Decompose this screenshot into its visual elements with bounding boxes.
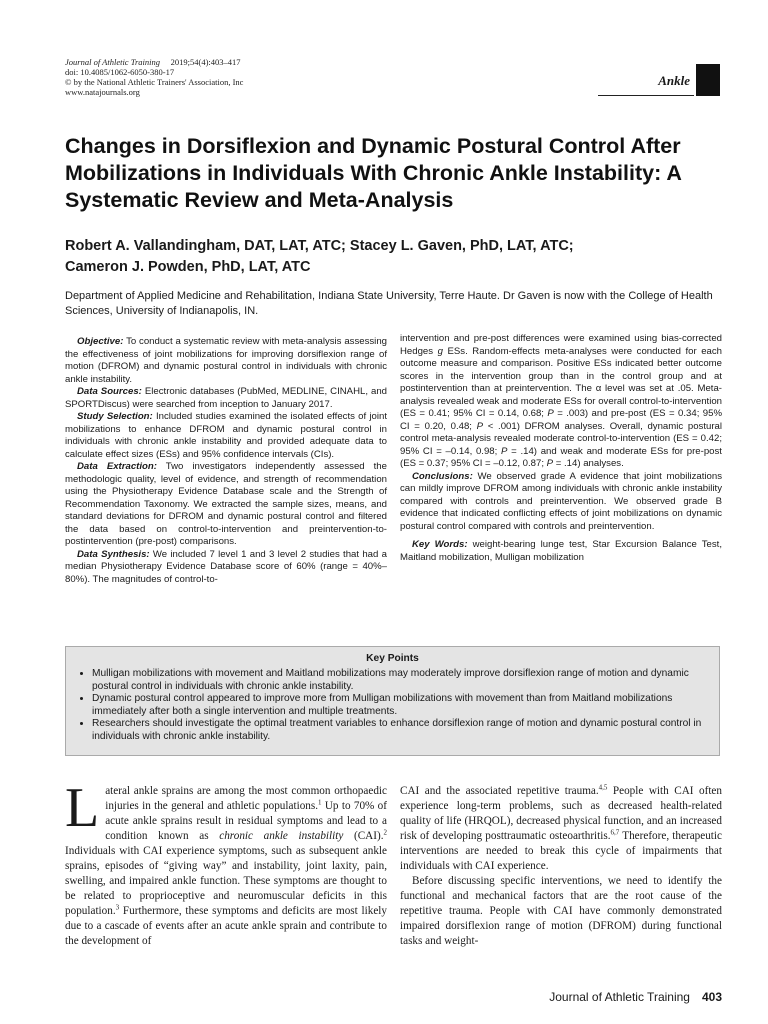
sources-heading: Data Sources: xyxy=(77,386,142,397)
sources-text: Electronic databases (PubMed, MEDLINE, CINAHL, and SPORTDiscus) were searched from inception to January 2017. xyxy=(65,386,387,410)
body-right-column xyxy=(400,784,722,949)
copyright: © by the National Athletic Trainers' Association, Inc xyxy=(65,77,244,87)
citation-ref: 3 xyxy=(115,903,120,912)
body-text: Therefore, therapeutic interventions are needed to break this cycle of impairments that individuals with CAI experience. xyxy=(400,830,722,872)
authors-line-2: Cameron J. Powden, PhD, LAT, ATC xyxy=(65,259,311,275)
abstract-left-column: Objective: To conduct a systematic review with meta-analysis assessing the effectiveness of joint mobilizations for improving dorsiflexion range of motion (DFROM) and dynamic postural control in individuals with chronic ankle instability. Data Sources: Electronic databases (PubMed, MEDLINE, CINAHL, and SPORTDiscus) were searched from inception to January 2017. Study Selection: Included studies examined the isolated effects of joint mobilizations to enhance DFROM and dynamic postural control in individuals with chronic ankle instability and provided adequate data to calculate effect sizes (ESs) and 95% confidence intervals (CIs). Data Extraction: Two investigators independently assessed the methodologic quality, level of evidence, and strength of recommendation using the Physiotherapy Evidence Database scale and the Strength of Recommendation Taxonomy. We extracted the sample sizes, means, and standard deviations for DFROM and dynamic postural control and filtered the data based on control-to-intervention and preintervention-to-postintervention (pre-post) comparisons. Data Synthesis: We included 7 level 1 and 3 level 2 studies that had a median Physiotherapy Evidence Database score of 60% (range = 40%–80%). The magnitudes of control-to- xyxy=(65,336,387,585)
key-point: • Mulligan mobilizations with movement and Maitland mobilizations may moderately improve dorsiflexion range of motion and dynamic postural control in individuals with chronic ankle instability. xyxy=(92,668,707,693)
body-text: ateral ankle sprains are among the most common orthopaedic injuries in the general and athletic populations. xyxy=(105,785,387,812)
website: www.natajournals.org xyxy=(65,87,140,97)
journal-meta xyxy=(65,57,243,97)
article-title: Changes in Dorsiflexion and Dynamic Postural Control After Mobilizations in Individuals With Chronic Ankle Instability: A Systematic Review and Meta-Analysis xyxy=(65,134,682,212)
body-text: CAI and the associated repetitive trauma. xyxy=(400,785,599,797)
body-emphasis: chronic ankle instability xyxy=(219,830,344,842)
footer-journal: Journal of Athletic Training xyxy=(549,990,690,1004)
authors-line-1: Robert A. Vallandingham, DAT, LAT, ATC; Stacey L. Gaven, PhD, LAT, ATC; xyxy=(65,238,574,254)
extraction-heading: Data Extraction: xyxy=(77,461,157,472)
citation-ref: 6,7 xyxy=(610,828,620,837)
synthesis-heading: Data Synthesis: xyxy=(77,548,150,560)
body-text: (CAI). xyxy=(343,830,384,842)
key-points-title: Key Points xyxy=(366,653,419,664)
section-block xyxy=(696,64,720,96)
authors xyxy=(65,236,725,278)
keywords-heading: Key Words: xyxy=(412,539,468,550)
citation-ref: 1 xyxy=(318,798,322,807)
body-text: Individuals with CAI experience symptoms, such as subsequent ankle sprains, episodes of “giving way” and instability, joint laxity, pain, swelling, and impaired ankle function. These symptoms are thought to be related to proprioceptive and neuromuscular deficits in this population. xyxy=(65,845,387,917)
affiliation: Department of Applied Medicine and Rehabilitation, Indiana State University, Terre Haute. Dr Gaven is now with the College of Health Sciences, University of Indianapolis, IN. xyxy=(65,290,713,317)
body-text: Up to 70% of acute ankle sprains result in residual symptoms and lead to a condition known as xyxy=(105,800,387,842)
section-label: Ankle xyxy=(658,73,690,88)
extraction-text: Two investigators independently assessed the methodologic quality, level of evidence, and strength of recommendation using the Physiotherapy Evidence Database scale and the Strength of Recommendation Taxonomy. We extracted the sample sizes, means, and standard deviations for DFROM and dynamic postural control and filtered the data based on control-to-intervention and preintervention-to-postintervention (pre-post) comparisons. xyxy=(65,461,387,547)
body-text: Furthermore, these symptoms and deficits are most likely due to a cascade of events after an acute ankle sprain and contribute to the development of xyxy=(65,905,387,947)
doi: doi: 10.4085/1062-6050-380-17 xyxy=(65,67,175,77)
section-tag xyxy=(598,64,720,96)
citation: 2019;54(4):403–417 xyxy=(170,57,241,67)
key-point: • Researchers should investigate the optimal treatment variables to enhance dorsiflexion range of motion and dynamic postural control in individuals with chronic ankle instability. xyxy=(92,718,707,743)
drop-cap: L xyxy=(65,777,100,839)
objective-heading: Objective: xyxy=(77,336,124,347)
body-left-column xyxy=(65,777,387,949)
page-number: 403 xyxy=(701,990,722,1004)
keywords-text: weight-bearing lunge test, Star Excursion Balance Test, Maitland mobilization, Mulligan mobilization xyxy=(400,539,722,563)
body-paragraph: Before discussing specific interventions, we need to identify the functional and mechanical factors that are the root cause of the repetitive trauma. People with CAI have commonly demonstrated impaired dorsiflexion range of motion (DFROM) during functional tasks and weight- xyxy=(400,875,722,947)
abstract-right-column: intervention and pre-post differences were examined using bias-corrected Hedges g ESs. Random-effects meta-analyses were conducted for each outcome measure and comparison. Positive ESs indicated better outcome scores in the intervention group than in the control group and at postintervention than at preintervention. The α level was set at .05. Meta-analysis revealed weak and moderate ESs for overall control-to-intervention (ES = 0.41; 95% CI = 0.14, 0.68; P = .003) and pre-post (ES = 0.34; 95% CI = 0.20, 0.48; P < .001) DFROM analyses. Overall, dynamic postural control meta-analysis revealed moderate control-to-intervention (ES = 0.42; 95% CI = –0.14, 0.98; P = .14) and weak and moderate ESs for pre-post (ES = 0.37; 95% CI = –0.12, 0.87; P = .14) analyses. Conclusions: We observed grade A evidence that joint mobilizations can mildly improve DFROM among individuals with chronic ankle instability compared with controls and preintervention. We observed grade B evidence that indicated conflicting effects of joint mobilizations on dynamic postural control compared with controls and preintervention. Key Words: weight-bearing lunge test, Star Excursion Balance Test, Maitland mobilization, Mulligan mobilization xyxy=(400,333,722,563)
key-point: • Dynamic postural control appeared to improve more from Mulligan mobilizations with movement than from Maitland mobilizations immediately after both a single intervention and multiple treatments. xyxy=(92,693,707,718)
conclusions-heading: Conclusions: xyxy=(412,470,473,482)
key-points-box xyxy=(65,646,720,756)
citation-ref: 2 xyxy=(383,828,387,837)
journal-name: Journal of Athletic Training xyxy=(65,57,160,67)
body-text: People with CAI often experience long-term problems, such as decreased health-related quality of life (HRQOL), decreased physical function, and an increased risk of developing posttraumatic osteoarthritis. xyxy=(400,785,722,842)
page-footer xyxy=(500,990,722,1004)
section-rule xyxy=(598,95,694,96)
citation-ref: 4,5 xyxy=(598,783,608,792)
selection-heading: Study Selection: xyxy=(77,411,153,422)
selection-text: Included studies examined the isolated effects of joint mobilizations to enhance DFROM and dynamic postural control in individuals with chronic ankle instability and provided adequate data to calculate effect sizes (ESs) and 95% confidence intervals (CIs). xyxy=(65,411,387,460)
key-points-list xyxy=(78,668,707,743)
objective-text: To conduct a systematic review with meta-analysis assessing the effectiveness of joint mobilizations for improving dorsiflexion range of motion (DFROM) and dynamic postural control in individuals with chronic ankle instability. xyxy=(65,336,387,385)
conclusions-text: We observed grade A evidence that joint mobilizations can mildly improve DFROM among individuals with chronic ankle instability compared with controls and preintervention. We observed grade B evidence that indicated conflicting effects of joint mobilizations on dynamic postural control compared with controls and preintervention. xyxy=(400,470,722,532)
